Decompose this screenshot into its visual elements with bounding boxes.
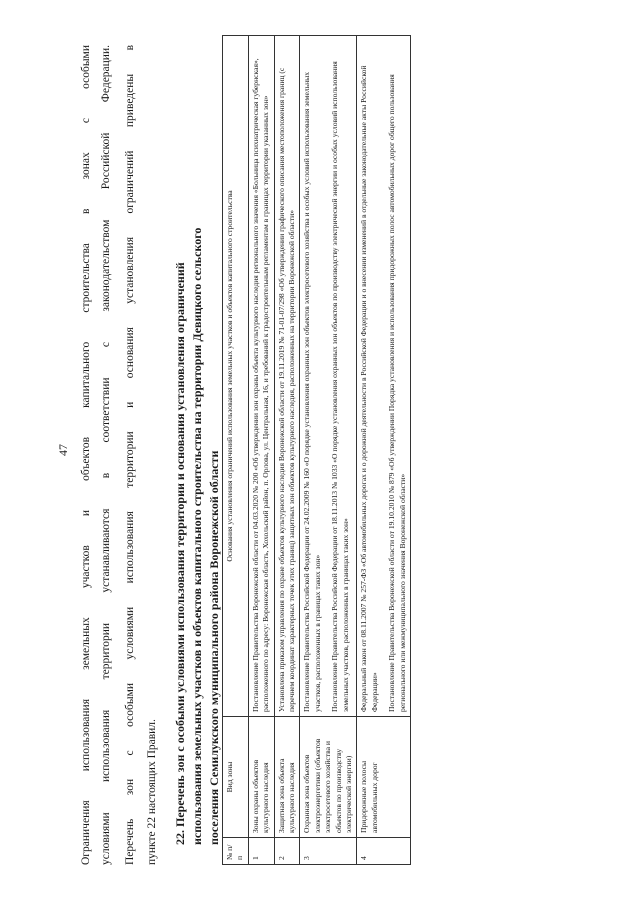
row-basis xyxy=(357,36,411,717)
row-number: 1 xyxy=(248,838,274,865)
table-row xyxy=(274,36,300,865)
row-zone: Охранная зона объектов электроэнергетики (объектов электросетевого хозяйства и объектов по производству электрической энергии) xyxy=(300,717,357,838)
basis-paragraph: Постановление Правительства Российской Федерации от 24.02.2009 № 160 «О порядке установления охранных зон объектов электросетевого хозяйства и особых условий использования земельных участков, расположенных в границах таких зон» xyxy=(302,71,322,712)
basis-paragraph: Постановление Правительства Воронежской области от 19.10.2010 № 879 «Об утверждении Порядка установления и использования придорожных полос автомобильных дорог общего пользования регионального или межмуниципального значения Воронежской области» xyxy=(387,74,407,712)
row-basis xyxy=(300,36,357,717)
header-number: № п/п xyxy=(223,838,249,865)
section-heading xyxy=(172,25,223,845)
row-basis: Постановление Правительства Воронежской области от 04.03.2020 № 200 «Об утверждении зон охраны объекта культурного наследия регионального значения «Больница психиатрическая губернская», расположенного по адресу: Воронежская область, Хохольский район, п. Орлова, ул. Центральная, 16, и требований к градостроительным регламентам в границах территории указанных зон» xyxy=(248,36,274,717)
row-number: 3 xyxy=(300,838,357,865)
heading-line-1: 22. Перечень зон с особыми условиями использования территории и основания установления ограничений xyxy=(173,262,187,845)
header-zone-type: Вид зоны xyxy=(223,717,249,838)
paragraph-1-line-2: условиями использования территории устанавливаются в соответствии с законодательством Российской Федерации. xyxy=(100,45,112,865)
basis-paragraph: Федеральный закон от 08.11.2007 № 257-ФЗ «Об автомобильных дорогах и о дорожной деятельности в Российской Федерации и о внесении изменений в отдельные законодательные акты Российской Федерации» xyxy=(359,65,379,712)
row-zone: Придорожные полосы автомобильных дорог xyxy=(357,717,411,838)
heading-line-2: использования земельных участков и объектов капитального строительства на территории Девицкого сельского xyxy=(190,227,204,845)
paragraph-1-line-1: Ограничения использования земельных участков и объектов капитального строительства в зонах с особыми xyxy=(80,45,92,865)
header-basis: Основания установления ограничений использования земельных участков и объектов капитального строительства xyxy=(223,36,249,717)
heading-line-3: поселения Семилукского муниципального района Воронежской области xyxy=(207,450,221,845)
row-number: 4 xyxy=(357,838,411,865)
table-header-row xyxy=(223,36,249,865)
paragraph-2-line-1: Перечень зон с особыми условиями использования территории и основания установления ограничений приведены в xyxy=(124,45,136,865)
table-row xyxy=(300,36,357,865)
row-zone: Зоны охраны объектов культурного наследия xyxy=(248,717,274,838)
table-row xyxy=(248,36,274,865)
paragraph-2-line-2: пункте 22 настоящих Правил. xyxy=(146,719,158,865)
table-row xyxy=(357,36,411,865)
basis-paragraph: Постановление Правительства Российской Федерации от 18.11.2013 № 1033 «О порядке установления охранных зон объектов по производству электрической энергии и особых условий использования земельных участков, расположенных в границах таких зон» xyxy=(330,61,350,712)
row-basis: Установлена приказом управления по охране объектов культурного наследия Воронежской области от 19.11.2019 № 71-01-07/298 «Об утверждении графического описания местоположения границ (с перечнем координат характерных точек этих границ) защитных зон объектов культурного наследия, расположенных на территории Воронежской области» xyxy=(274,36,300,717)
row-number: 2 xyxy=(274,838,300,865)
row-zone: Защитная зона объекта культурного наследия xyxy=(274,717,300,838)
page-number: 47 xyxy=(56,444,70,456)
zones-table xyxy=(222,35,411,865)
